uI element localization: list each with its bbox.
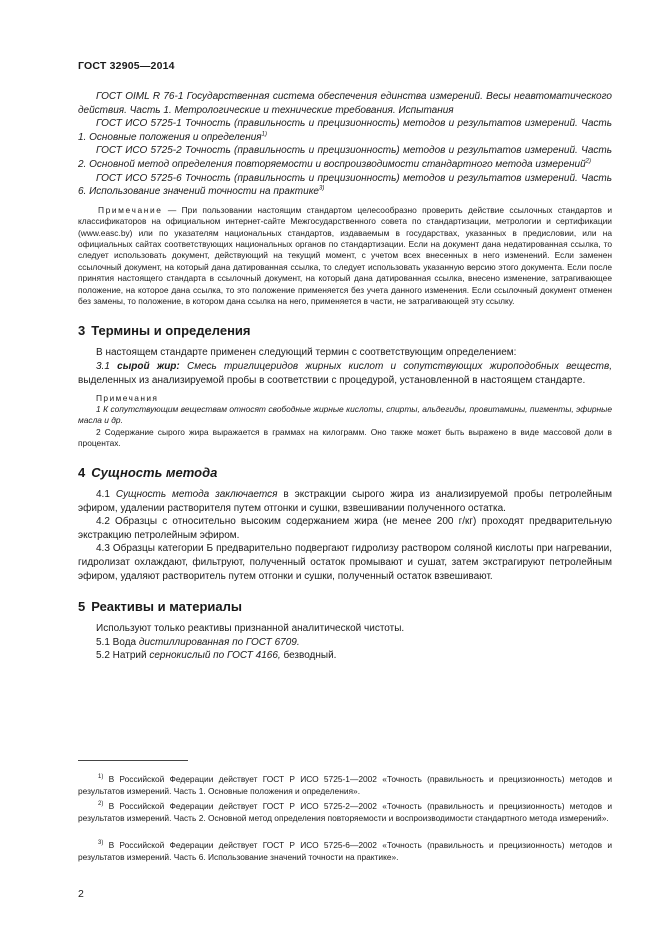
footnote-ref-1[interactable]: 1) — [261, 131, 267, 138]
section-5-heading: 5 Реактивы и материалы — [78, 599, 243, 615]
note-label: Примечание — [98, 204, 163, 215]
note-text: — При пользовании настоящим стандартом целесообразно проверить действие ссылочных стандартов и классификаторов на официальном интернет-сайте Межгосударственного совета по стандартизации, метрологии и сертификации (www.easc.by) или по указателям национальных стандартов, издаваемым в государствах, указанных в предисловии, или на официальных сайтах соответствующих национальных органов по стандартизации. Если на документ дана недатированная ссылка, то следует использовать документ, действующий на текущий момент, с учетом всех внесенных в него изменений. Если заменен ссылочный документ, на который дана датированная ссылка, то следует использовать указанную версию этого документа. Если после принятия настоящего стандарта в ссылочный документ, на который дана датированная ссылка, внесено изменение, затрагивающее положение, на которое дана ссылка, то это положение применяется без учета данного изменения. Если ссылочный документ отменен без замены, то положение, в котором дана ссылка на него, применяется в части, не затрагивающей эту ссылку. — [78, 204, 612, 306]
term-definition: 3.1 сырой жир: Смесь триглицеридов жирных кислот и сопутствующих жироподобных веществ, выделенных из анализируемой пробы в соответствии с процедурой, установленной в настоящем стандарте. — [78, 361, 612, 386]
reference-iso-5725-2: ГОСТ ИСО 5725-2 Точность (правильность и прецизионность) методов и результатов измерений. Часть 2. Основной метод определения повторяемости и воспроизводимости стандартного метода измерений$^{2)}$ — [78, 145, 612, 170]
section-3-intro: В настоящем стандарте применен следующий термин с соответствующим определением: — [96, 347, 517, 359]
paragraph-4-3: 4.3 Образцы категории Б предварительно подвергают гидролизу раствором соляной кислоты при нагревании, гидролизат охлаждают, фильтруют, полученный остаток промывают и сушат, затем экстрагируют петролейным эфиром, удаляют растворитель путем отгонки и сушки, полученный остаток взвешивают. — [78, 543, 612, 582]
footnote-separator — [78, 760, 188, 761]
reference-iso-5725-1: ГОСТ ИСО 5725-1 Точность (правильность и прецизионность) методов и результатов измерений. Часть 1. Основные положения и определения$^{1)}$ — [78, 118, 612, 143]
document-header: ГОСТ 32905—2014 — [78, 60, 175, 72]
reference-oiml: ГОСТ OIML R 76-1 Государственная система обеспечения единства измерений. Весы неавтоматического действия. Часть 1. Метрологические и технические требования. Испытания — [78, 91, 612, 116]
paragraph-4-2: 4.2 Образцы с относительно высоким содержанием жира (не менее 200 г/кг) проходят предварительную экстракцию петролейным эфиром. — [78, 516, 612, 541]
footnote-3: $^{3)}$ В Российской Федерации действует ГОСТ Р ИСО 5725-6—2002 «Точность (правильность и прецизионность) методов и результатов измерений. Часть 6. Использование значений точности на практике». — [78, 840, 613, 862]
page-number: 2 — [78, 888, 84, 900]
paragraph-4-1: 4.1 Сущность метода заключается в экстракции сырого жира из анализируемой пробы петролейным эфиром, удалении растворителя путем отгонки и сушки, взвешивании полученного остатка. — [78, 489, 612, 514]
note-2: 2 Содержание сырого жира выражается в граммах на килограмм. Оно также может быть выражено в виде массовой доли в процентах. — [78, 426, 612, 448]
note-1: 1 К сопутствующим веществам относят свободные жирные кислоты, спирты, альдегиды, провитамины, пигменты, эфирные масла и др. — [78, 404, 612, 426]
references-note — [78, 205, 612, 308]
footnote-ref-3[interactable]: 3) — [318, 185, 325, 192]
paragraph-5-1: 5.1 Вода дистиллированная по ГОСТ 6709. — [96, 636, 300, 648]
footnote-1: $^{1)}$ В Российской Федерации действует ГОСТ Р ИСО 5725-1—2002 «Точность (правильность и прецизионность) методов и результатов измерений. Часть 1. Основные положения и определения». — [78, 774, 613, 796]
section-3-heading: 3 Термины и определения — [78, 323, 251, 339]
notes-heading: Примечания — [96, 393, 159, 404]
paragraph-5-intro: Используют только реактивы признанной аналитической чистоты. — [96, 623, 405, 635]
footnote-2: $^{2)}$ В Российской Федерации действует ГОСТ Р ИСО 5725-2—2002 «Точность (правильность и прецизионность) методов и результатов измерений. Часть 2. Основной метод определения повторяемости и воспроизводимости стандартного метода измерений». — [78, 801, 613, 823]
reference-iso-5725-6: ГОСТ ИСО 5725-6 Точность (правильность и прецизионность) методов и результатов измерений. Часть 6. Использование значений точности на практике$^{3)}$ — [78, 172, 612, 198]
footnote-ref-2[interactable]: 2) — [585, 158, 591, 165]
paragraph-5-2: 5.2 Натрий сернокислый по ГОСТ 4166, безводный. — [96, 650, 337, 662]
page-body — [78, 90, 612, 663]
section-4-heading: 4 Сущность метода — [78, 465, 218, 480]
